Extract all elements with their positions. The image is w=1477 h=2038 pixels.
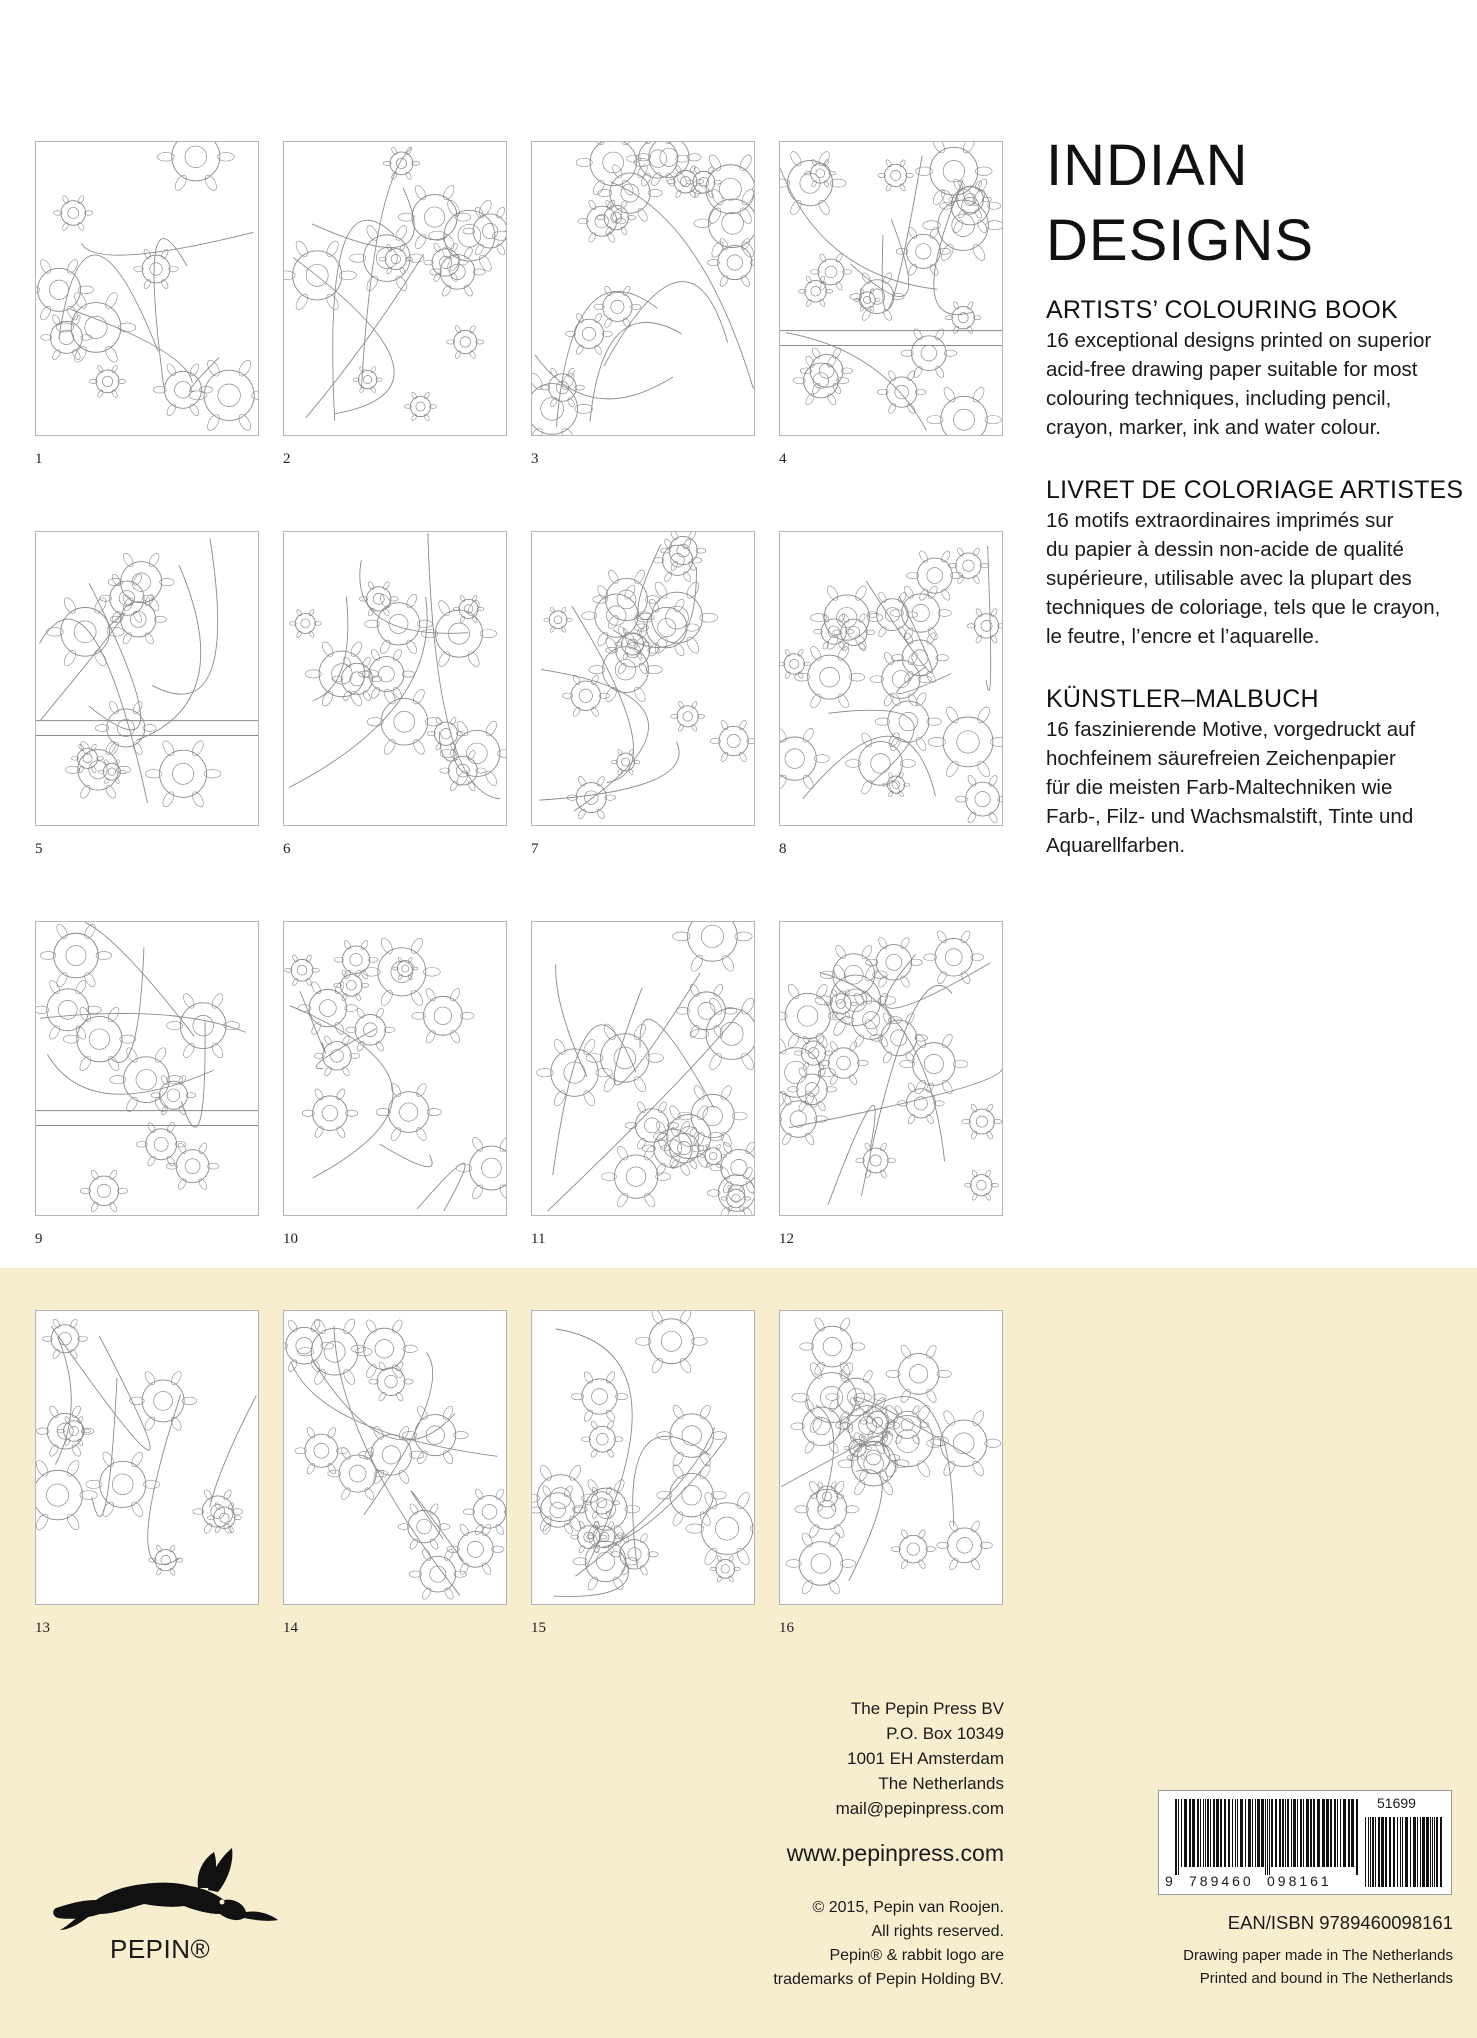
section-heading: LIVRET DE COLORIAGE ARTISTES <box>1046 476 1464 504</box>
pattern-icon <box>36 532 258 825</box>
ean-isbn: EAN/ISBN 9789460098161 <box>1227 1912 1453 1933</box>
thumbnail-number: 12 <box>779 1231 794 1247</box>
thumbnail-number: 16 <box>779 1620 794 1636</box>
publisher-address <box>700 1696 1004 1821</box>
pattern-icon <box>780 532 1002 825</box>
pattern-icon <box>284 1311 506 1604</box>
pattern-icon <box>284 142 506 435</box>
pattern-icon <box>36 922 258 1215</box>
section-english <box>1046 294 1466 442</box>
book-title <box>1046 128 1314 278</box>
thumbnail-number: 8 <box>779 841 787 857</box>
production-line: Drawing paper made in The Netherlands <box>1183 1947 1453 1964</box>
design-thumbnail <box>779 141 1003 436</box>
copyright-notice <box>700 1896 1004 1992</box>
barcode-lead-digit: 9 <box>1165 1873 1173 1889</box>
copyright-line: All rights reserved. <box>871 1923 1004 1940</box>
pattern-icon <box>284 532 506 825</box>
copyright-line: trademarks of Pepin Holding BV. <box>773 1971 1004 1988</box>
body-line: acid-free drawing paper suitable for most <box>1046 358 1418 381</box>
thumbnail-number: 4 <box>779 451 787 467</box>
thumbnail-number: 13 <box>35 1620 50 1636</box>
pattern-icon <box>780 1311 1002 1604</box>
body-line: crayon, marker, ink and water colour. <box>1046 416 1381 439</box>
body-line: hochfeinem säurefreien Zeichenpapier <box>1046 747 1396 770</box>
website-link[interactable]: www.pepinpress.com <box>786 1840 1004 1866</box>
design-thumbnail <box>35 1310 259 1605</box>
design-thumbnail <box>531 1310 755 1605</box>
design-thumbnail <box>283 1310 507 1605</box>
thumbnail-number: 5 <box>35 841 43 857</box>
body-line: le feutre, l’encre et l’aquarelle. <box>1046 625 1320 648</box>
design-thumbnail <box>283 921 507 1216</box>
title-line-1: INDIAN <box>1046 133 1249 198</box>
barcode-right-digits: 098161 <box>1267 1873 1332 1889</box>
thumbnail-number: 3 <box>531 451 539 467</box>
design-thumbnail <box>35 141 259 436</box>
barcode-addon-code: 51699 <box>1377 1795 1416 1811</box>
design-thumbnail <box>283 531 507 826</box>
body-line: supérieure, utilisable avec la plupart des <box>1046 567 1412 590</box>
section-heading: ARTISTS’ COLOURING BOOK <box>1046 296 1398 324</box>
copyright-line: © 2015, Pepin van Roojen. <box>812 1899 1004 1916</box>
address-line: The Pepin Press BV <box>850 1699 1004 1718</box>
thumbnail-number: 1 <box>35 451 43 467</box>
design-thumbnail <box>779 531 1003 826</box>
barcode <box>1158 1790 1452 1895</box>
section-heading: KÜNSTLER–MALBUCH <box>1046 685 1319 713</box>
body-line: für die meisten Farb-Maltechniken wie <box>1046 776 1393 799</box>
address-line: P.O. Box 10349 <box>886 1724 1004 1743</box>
design-thumbnail <box>779 1310 1003 1605</box>
section-french <box>1046 474 1466 651</box>
production-info <box>1090 1944 1453 1990</box>
thumbnail-number: 9 <box>35 1231 43 1247</box>
design-thumbnail <box>531 921 755 1216</box>
address-line: The Netherlands <box>878 1774 1004 1793</box>
body-line: du papier à dessin non-acide de qualité <box>1046 538 1404 561</box>
design-thumbnail <box>35 921 259 1216</box>
address-line: 1001 EH Amsterdam <box>847 1749 1004 1768</box>
design-thumbnail <box>35 531 259 826</box>
pattern-icon <box>284 922 506 1215</box>
barcode-left-digits: 789460 <box>1189 1873 1254 1889</box>
copyright-line: Pepin® & rabbit logo are <box>829 1947 1004 1964</box>
design-thumbnail <box>779 921 1003 1216</box>
pattern-icon <box>36 142 258 435</box>
thumbnail-number: 15 <box>531 1620 546 1636</box>
pattern-icon <box>780 922 1002 1215</box>
design-thumbnail <box>283 141 507 436</box>
logo-wordmark: PEPIN® <box>110 1934 211 1964</box>
pattern-icon <box>532 922 754 1215</box>
body-line: 16 exceptional designs printed on superior <box>1046 329 1432 352</box>
title-line-2: DESIGNS <box>1046 208 1315 273</box>
thumbnail-number: 6 <box>283 841 291 857</box>
design-thumbnail <box>531 531 755 826</box>
email-link[interactable]: mail@pepinpress.com <box>835 1799 1004 1818</box>
thumbnail-number: 7 <box>531 841 539 857</box>
rabbit-logo-icon <box>48 1834 286 1934</box>
body-line: techniques de coloriage, tels que le crayon, <box>1046 596 1441 619</box>
thumbnail-number: 10 <box>283 1231 298 1247</box>
body-line: Aquarellfarben. <box>1046 834 1186 857</box>
body-line: 16 faszinierende Motive, vorgedruckt auf <box>1046 718 1416 741</box>
section-german <box>1046 683 1466 860</box>
pattern-icon <box>36 1311 258 1604</box>
body-line: colouring techniques, including pencil, <box>1046 387 1392 410</box>
thumbnail-number: 11 <box>531 1231 546 1247</box>
pattern-icon <box>532 1311 754 1604</box>
production-line: Printed and bound in The Netherlands <box>1199 1970 1453 1987</box>
body-line: 16 motifs extraordinaires imprimés sur <box>1046 509 1394 532</box>
pattern-icon <box>780 142 1002 435</box>
thumbnail-number: 14 <box>283 1620 298 1636</box>
design-thumbnail <box>531 141 755 436</box>
pattern-icon <box>532 142 754 435</box>
thumbnail-number: 2 <box>283 451 291 467</box>
body-line: Farb-, Filz- und Wachsmalstift, Tinte und <box>1046 805 1414 828</box>
pattern-icon <box>532 532 754 825</box>
